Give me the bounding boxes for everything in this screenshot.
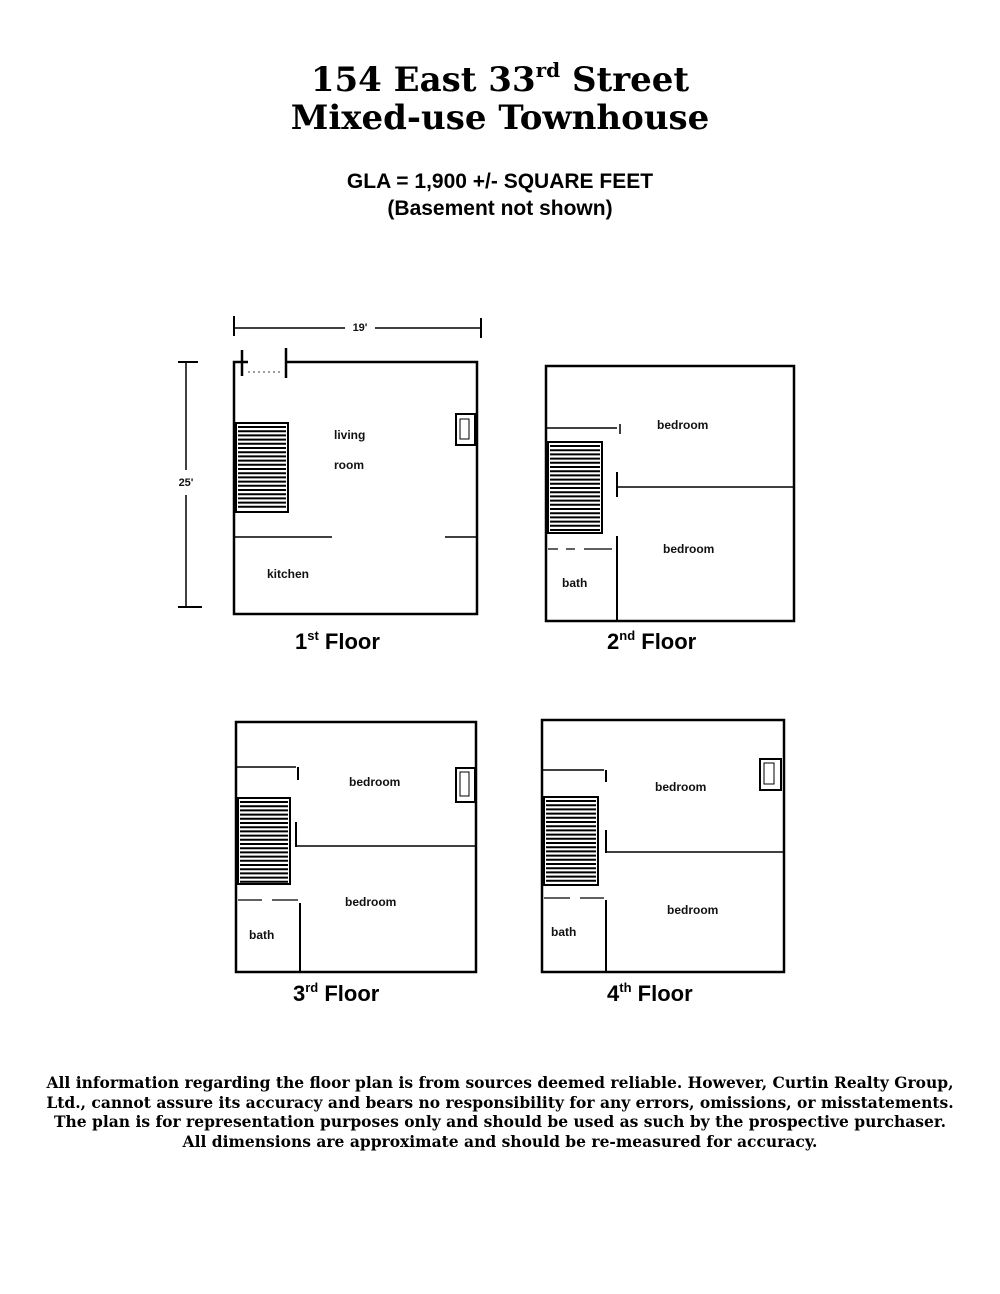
floor-label-1 — [295, 629, 380, 655]
width-label: 19' — [352, 322, 368, 334]
floor-number: 3 — [293, 981, 306, 1006]
gla-text: GLA = 1,900 +/- SQUARE FEET — [346, 170, 654, 193]
page-title-line2: Mixed-use Townhouse — [290, 98, 710, 138]
depth-dimension — [178, 362, 202, 607]
room-label-bedroom-bottom: bedroom — [345, 895, 397, 909]
disclaimer-text: All information regarding the floor plan is from sources deemed reliable. However, Curtin Realty Group, Ltd., cannot assure its accuracy and bears no responsibility for any errors, omissions, or misstatements. The plan is for representation purposes only and should be used as such by the prospective purchaser. All dimensions are approximate and should be re-measured for accuracy. — [46, 1073, 954, 1151]
room-label-kitchen: kitchen — [267, 567, 310, 581]
floor-plan-1 — [234, 348, 477, 614]
floor-label-4 — [607, 981, 693, 1007]
title-street: Street — [560, 60, 690, 100]
floor-plan-2 — [546, 366, 794, 621]
floor-label-3 — [293, 981, 379, 1007]
room-label-bath: bath — [551, 925, 577, 939]
room-label-bath: bath — [249, 928, 275, 942]
floor-word: Floor — [631, 981, 693, 1006]
room-label-bedroom-top: bedroom — [657, 418, 709, 432]
room-label-room: room — [334, 458, 364, 472]
floor-plan-3 — [236, 722, 476, 972]
room-label-bedroom-top: bedroom — [655, 780, 707, 794]
floor-label-2 — [607, 629, 696, 655]
width-dimension — [234, 316, 481, 338]
floor-number: 2 — [607, 629, 620, 654]
fireplace-icon — [760, 759, 781, 790]
title-superscript: rd — [535, 58, 561, 82]
floor-ordinal: nd — [619, 628, 636, 643]
room-label-bedroom-bottom: bedroom — [663, 542, 715, 556]
floor-number: 4 — [607, 981, 620, 1006]
floor-number: 1 — [295, 629, 308, 654]
floor-word: Floor — [318, 629, 380, 654]
floor-word: Floor — [635, 629, 697, 654]
floor-ordinal: th — [619, 980, 632, 995]
title-address: 154 East 33 — [310, 60, 536, 100]
room-label-living: living — [334, 428, 366, 442]
depth-label: 25' — [178, 477, 194, 489]
floor-word: Floor — [318, 981, 380, 1006]
floor-ordinal: rd — [305, 980, 319, 995]
basement-note: (Basement not shown) — [387, 197, 613, 220]
fireplace-icon — [456, 768, 475, 802]
room-label-bath: bath — [562, 576, 588, 590]
room-label-bedroom-top: bedroom — [349, 775, 401, 789]
floor-plan-4 — [542, 720, 784, 972]
room-label-bedroom-bottom: bedroom — [667, 903, 719, 917]
floor-ordinal: st — [307, 628, 319, 643]
